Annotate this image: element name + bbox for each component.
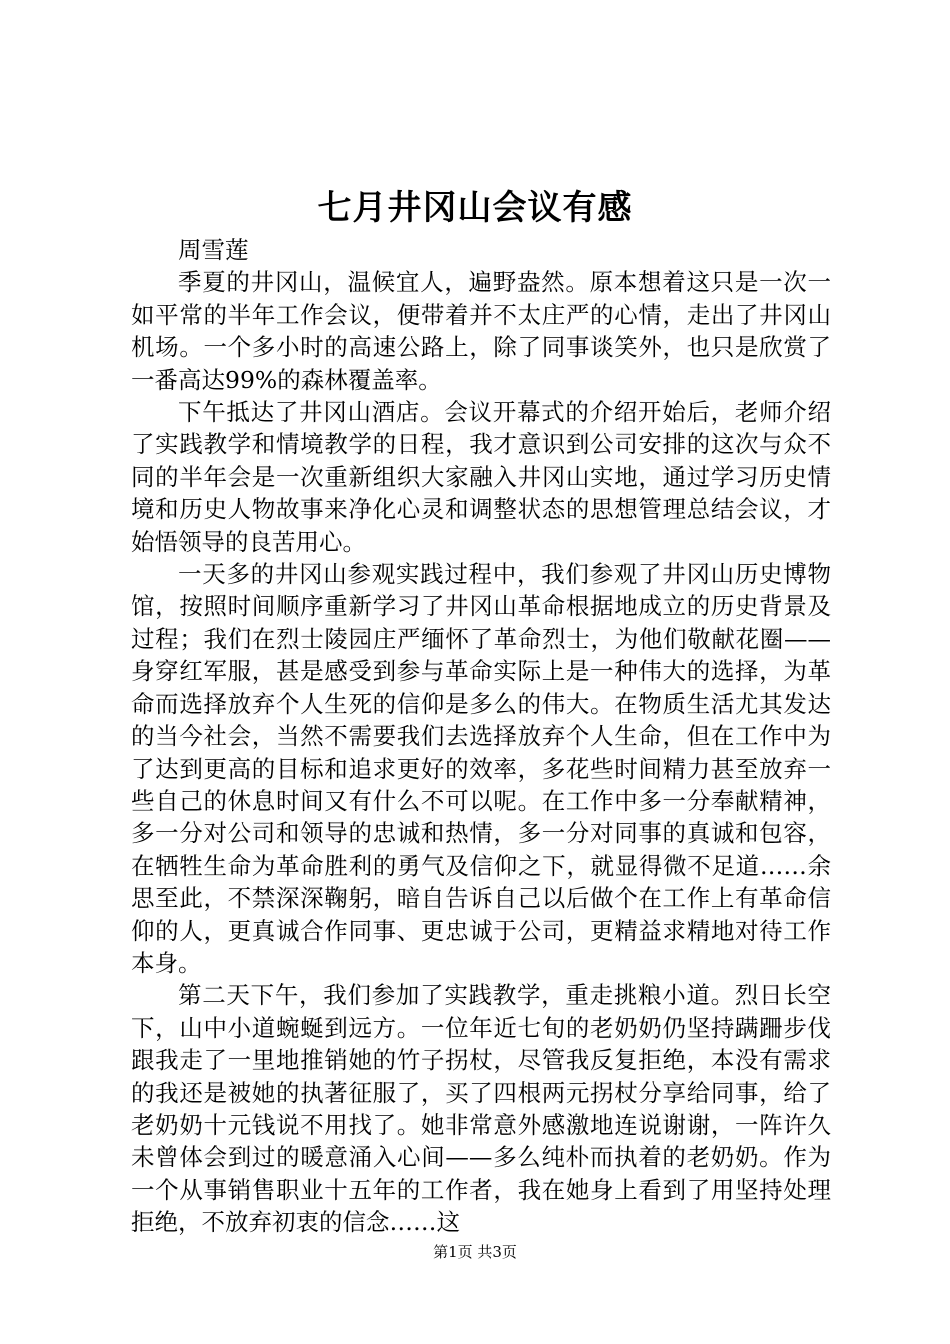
author-line: 周雪莲 (178, 236, 249, 264)
paragraph: 一天多的井冈山参观实践过程中，我们参观了井冈山历史博物馆，按照时间顺序重新学习了井冈山革命根据地成立的历史背景及过程；我们在烈士陵园庄严缅怀了革命烈士，为他们敬献花圈——身穿红军服，甚是感受到参与革命实际上是一种伟大的选择，为革命而选择放弃个人生死的信仰是多么的伟大。在物质生活尤其发达的当今社会，当然不需要我们去选择放弃个人生命，但在工作中为了达到更高的目标和追求更好的效率，多花些时间精力甚至放弃一些自己的休息时间又有什么不可以呢。在工作中多一分奉献精神，多一分对公司和领导的忠诚和热情，多一分对同事的真诚和包容，在牺牲生命为革命胜利的勇气及信仰之下，就显得微不足道……余思至此，不禁深深鞠躬，暗自告诉自己以后做个在工作上有革命信仰的人，更真诚合作同事、更忠诚于公司，更精益求精地对待工作本身。 (131, 560, 831, 977)
document-title: 七月井冈山会议有感 (317, 188, 633, 228)
paragraph: 下午抵达了井冈山酒店。会议开幕式的介绍开始后，老师介绍了实践教学和情境教学的日程，我才意识到公司安排的这次与众不同的半年会是一次重新组织大家融入井冈山实地，通过学习历史情境和历史人物故事来净化心灵和调整状态的思想管理总结会议，才始悟领导的良苦用心。 (131, 398, 831, 556)
paragraph: 季夏的井冈山，温候宜人，遍野盎然。原本想着这只是一次一如平常的半年工作会议，便带着并不太庄严的心情，走出了井冈山机场。一个多小时的高速公路上，除了同事谈笑外，也只是欣赏了一番高达99%的森林覆盖率。 (131, 268, 831, 394)
paragraph: 第二天下午，我们参加了实践教学，重走挑粮小道。烈日长空下，山中小道蜿蜒到远方。一位年近七旬的老奶奶仍坚持蹒跚步伐跟我走了一里地推销她的竹子拐杖，尽管我反复拒绝，本没有需求的我还是被她的执著征服了，买了四根两元拐杖分享给同事，给了老奶奶十元钱说不用找了。她非常意外感激地连说谢谢，一阵许久未曾体会到过的暖意涌入心间——多么纯朴而执着的老奶奶。作为一个从事销售职业十五年的工作者，我在她身上看到了用坚持处理拒绝，不放弃初衷的信念……这 (131, 981, 831, 1237)
document-body (131, 234, 831, 1239)
page-number-footer: 第1页 共3页 (433, 1243, 517, 1261)
